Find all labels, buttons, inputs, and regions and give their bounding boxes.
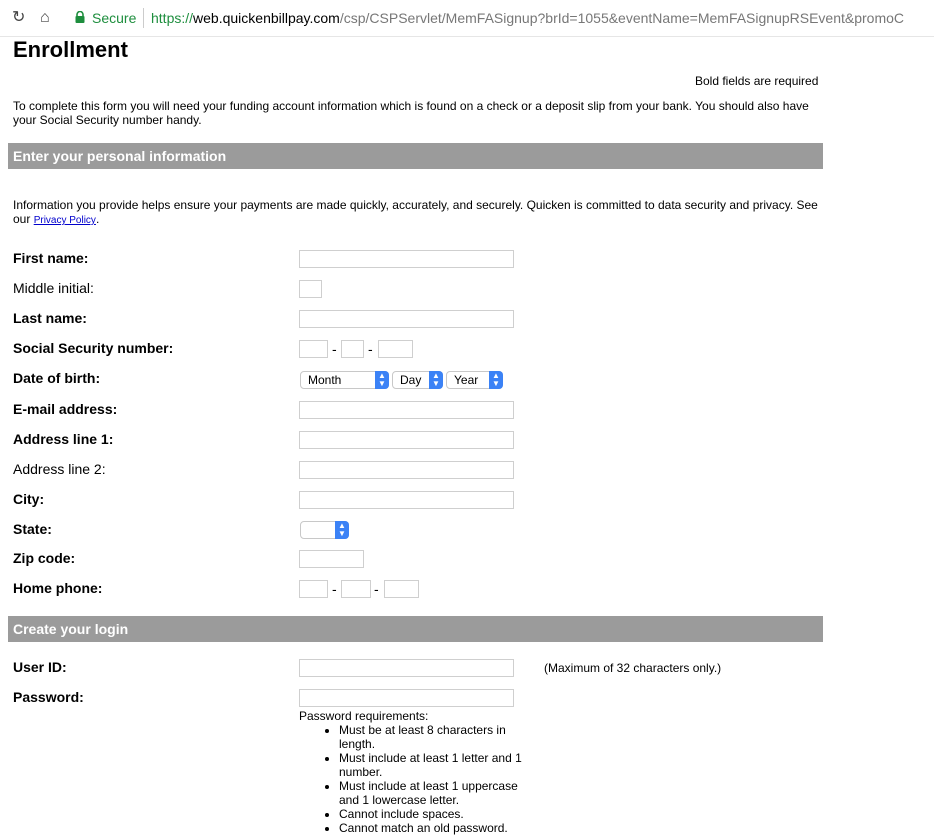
dob-day-select[interactable]	[392, 371, 443, 389]
select-arrows-icon: ▲ ▼	[375, 371, 389, 389]
privacy-text	[13, 198, 828, 228]
personal-info-header: Enter your personal information	[8, 143, 823, 169]
privacy-policy-link[interactable]: Privacy Policy	[33, 215, 96, 226]
password-requirement-item: • Cannot include spaces.	[339, 807, 539, 821]
first-name-input[interactable]	[299, 250, 514, 268]
password-input[interactable]	[299, 689, 514, 707]
password-requirement-item: • Must include at least 1 uppercase and 1 lowercase letter.	[339, 779, 539, 807]
ssn-label: Social Security number:	[13, 340, 174, 356]
last-name-label: Last name:	[13, 310, 87, 326]
reload-icon[interactable]: ↻	[12, 9, 26, 26]
dob-month-select[interactable]	[300, 371, 389, 389]
phone-prefix-input[interactable]	[341, 580, 371, 598]
user-id-input[interactable]	[299, 659, 514, 677]
phone-label: Home phone:	[13, 580, 103, 596]
address-bar[interactable]	[151, 10, 904, 26]
dob-year-value: Year	[454, 373, 479, 387]
dob-day-value: Day	[400, 373, 422, 387]
dob-month-value: Month	[308, 373, 342, 387]
ssn-part1-input[interactable]	[299, 340, 328, 358]
login-header: Create your login	[8, 616, 823, 642]
zip-label: Zip code:	[13, 550, 76, 566]
ssn-part2-input[interactable]	[341, 340, 364, 358]
lock-icon	[75, 11, 85, 23]
address1-label: Address line 1:	[13, 431, 114, 447]
password-requirement-item: • Must be at least 8 characters in length.	[339, 723, 539, 751]
select-arrows-icon: ▲ ▼	[429, 371, 443, 389]
email-label: E-mail address:	[13, 401, 118, 417]
user-id-label: User ID:	[13, 659, 67, 675]
password-requirement-item: • Cannot match an old password.	[339, 821, 539, 835]
password-requirement-item: • Must include at least 1 letter and 1 number.	[339, 751, 539, 779]
phone-line-input[interactable]	[384, 580, 419, 598]
intro-text: To complete this form you will need your funding account information which is found on a check or a deposit slip from your bank. You should also have your Social Security number handy.	[13, 99, 809, 127]
state-select[interactable]	[300, 521, 349, 539]
password-requirements	[299, 709, 539, 835]
user-id-note: (Maximum of 32 characters only.)	[544, 661, 722, 675]
select-arrows-icon: ▲ ▼	[335, 521, 349, 539]
secure-label: Secure	[92, 10, 137, 26]
password-label: Password:	[13, 689, 84, 705]
city-label: City:	[13, 491, 45, 507]
phone-dash: -	[374, 581, 379, 597]
privacy-period: .	[95, 212, 100, 226]
required-note: Bold fields are required	[695, 74, 819, 88]
first-name-label: First name:	[13, 250, 89, 266]
phone-area-input[interactable]	[299, 580, 328, 598]
phone-dash: -	[332, 581, 337, 597]
last-name-input[interactable]	[299, 310, 514, 328]
email-input[interactable]	[299, 401, 514, 419]
url-separator	[143, 8, 144, 28]
address2-label: Address line 2:	[13, 461, 106, 477]
url-host: web.quickenbillpay.com	[193, 10, 340, 26]
middle-initial-label: Middle initial:	[13, 280, 94, 296]
url-scheme: https://	[151, 10, 194, 26]
url-path: /csp/CSPServlet/MemFASignup?brId=1055&eventName=MemFASignupRSEvent&promoC	[339, 10, 905, 26]
city-input[interactable]	[299, 491, 514, 509]
address1-input[interactable]	[299, 431, 514, 449]
select-arrows-icon: ▲ ▼	[489, 371, 503, 389]
privacy-info-text: Information you provide helps ensure your payments are made quickly, accurately, and securely. Quicken is committed to data security and privacy. See our	[13, 198, 818, 226]
ssn-part3-input[interactable]	[378, 340, 413, 358]
page-title: Enrollment	[13, 37, 128, 62]
dob-year-select[interactable]	[446, 371, 503, 389]
middle-initial-input[interactable]	[299, 280, 322, 298]
ssn-dash: -	[368, 341, 373, 357]
browser-toolbar	[0, 0, 934, 37]
password-requirements-list	[299, 723, 539, 835]
password-requirements-title: Password requirements:	[299, 709, 429, 723]
dob-label: Date of birth:	[13, 370, 101, 386]
state-label: State:	[13, 521, 52, 537]
ssn-dash: -	[332, 341, 337, 357]
home-icon[interactable]: ⌂	[40, 9, 50, 26]
address2-input[interactable]	[299, 461, 514, 479]
zip-input[interactable]	[299, 550, 364, 568]
